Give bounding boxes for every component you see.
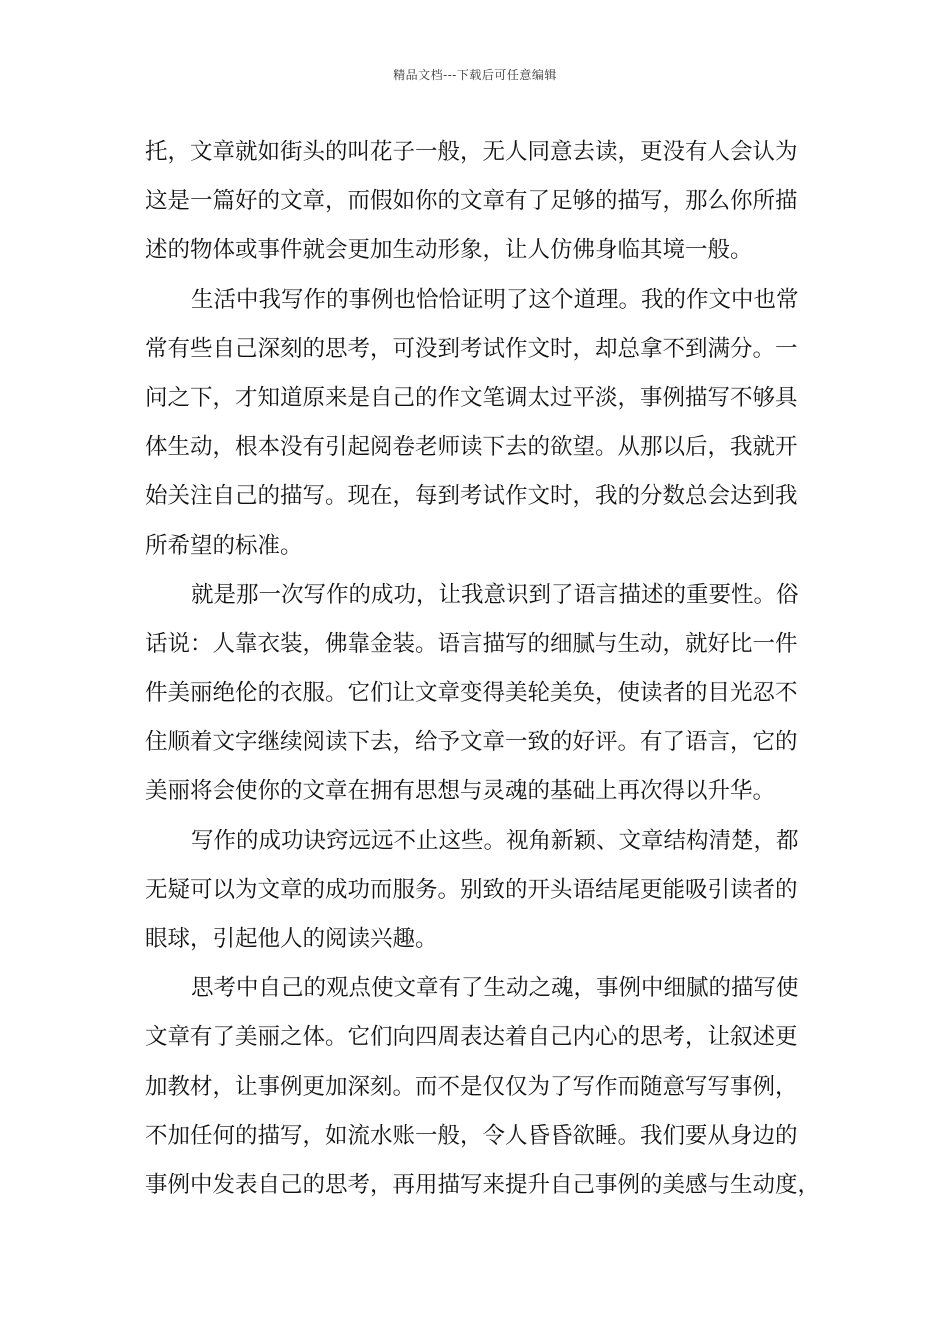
text-line: 常有些自己深刻的思考，可没到考试作文时，却总拿不到满分。一 [145,335,798,362]
text-line: 文章有了美丽之体。它们向四周表达着自己内心的思考，让叙述更 [145,1024,798,1051]
text-line: 所希望的标准。 [145,532,303,559]
text-line: 话说：人靠衣装，佛靠金装。语言描写的细腻与生动，就好比一件 [145,630,798,657]
text-line: 述的物体或事件就会更加生动形象，让人仿佛身临其境一般。 [145,237,753,264]
text-line: 这是一篇好的文章，而假如你的文章有了足够的描写，那么你所描 [145,188,798,215]
page-header: 精品文档---下载后可任意编辑 [393,68,557,82]
paragraph-first-line: 写作的成功诀窍远远不止这些。视角新颖、文章结构清楚，都 [191,827,799,854]
text-line: 件美丽绝伦的衣服。它们让文章变得美轮美奂，使读者的目光忍不 [145,680,798,707]
text-line: 加教材，让事例更加深刻。而不是仅仅为了写作而随意写写事例， [145,1073,798,1100]
text-line: 事例中发表自己的思考，再用描写来提升自己事例的美感与生动度， [145,1171,821,1198]
text-line: 美丽将会使你的文章在拥有思想与灵魂的基础上再次得以升华。 [145,778,776,805]
paragraph-first-line: 就是那一次写作的成功，让我意识到了语言描述的重要性。俗 [191,581,799,608]
text-line: 不加任何的描写，如流水账一般，令人昏昏欲睡。我们要从身边的 [145,1122,798,1149]
text-line: 托，文章就如街头的叫花子一般，无人同意去读，更没有人会认为 [145,139,798,165]
text-line: 住顺着文字继续阅读下去，给予文章一致的好评。有了语言，它的 [145,729,798,756]
text-line: 体生动，根本没有引起阅卷老师读下去的欲望。从那以后，我就开 [145,434,798,461]
text-line: 问之下，才知道原来是自己的作文笔调太过平淡，事例描写不够具 [145,384,798,411]
text-line: 眼球，引起他人的阅读兴趣。 [145,926,438,952]
paragraph-first-line: 思考中自己的观点使文章有了生动之魂，事例中细腻的描写使 [191,975,799,1002]
text-line: 无疑可以为文章的成功而服务。别致的开头语结尾更能吸引读者的 [145,876,798,903]
paragraph-first-line: 生活中我写作的事例也恰恰证明了这个道理。我的作文中也常 [191,286,799,313]
document-body [145,128,821,1210]
text-line: 始关注自己的描写。现在，每到考试作文时，我的分数总会达到我 [145,483,798,510]
